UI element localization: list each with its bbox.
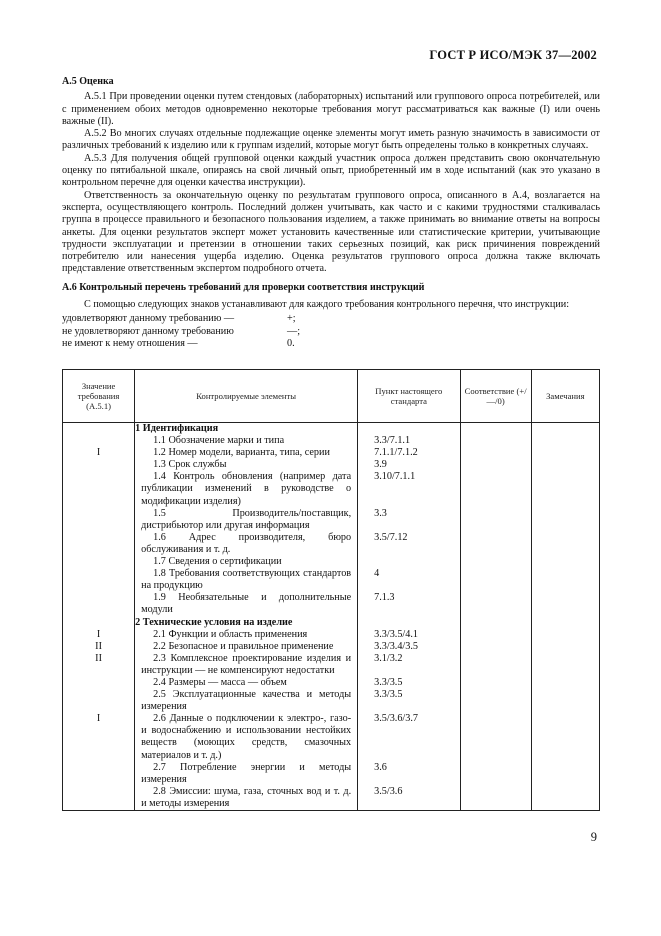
clause-cell: 3.3 bbox=[358, 508, 460, 532]
clause-cell: 3.3/3.5 bbox=[358, 689, 460, 713]
paragraph: А.5.2 Во многих случаях отдельные подлежащие оценке элементы могут иметь разную значимость в зависимости от различных требований к изделию или к группам изделий, которые могут быть определены только в конкретных случаях. bbox=[62, 128, 600, 152]
element-cell: 1.7 Сведения о сертификации bbox=[135, 556, 358, 568]
element-cell: 1.8 Требования соответствующих стандартов на продукцию bbox=[135, 568, 358, 592]
conformity-cell bbox=[460, 689, 531, 713]
clause-cell: 3.3/7.1.1 bbox=[358, 435, 460, 447]
conformity-cell bbox=[460, 556, 531, 568]
remarks-cell bbox=[531, 786, 599, 811]
importance-cell bbox=[63, 786, 135, 811]
col-header-importance: Значение требования (А.5.1) bbox=[63, 370, 135, 423]
table-row bbox=[63, 592, 600, 616]
remarks-cell bbox=[531, 556, 599, 568]
element-cell: 1.6 Адрес производителя, бюро обслуживания и т. д. bbox=[135, 532, 358, 556]
table-row bbox=[63, 568, 600, 592]
table-row bbox=[63, 532, 600, 556]
conformity-cell bbox=[460, 653, 531, 677]
paragraph: С помощью следующих знаков устанавливают для каждого требования контрольного перечня, что инструкции: bbox=[84, 299, 570, 311]
table-row bbox=[63, 556, 600, 568]
col-header-clause: Пункт настоящего стандарта bbox=[358, 370, 460, 423]
conformity-cell bbox=[460, 592, 531, 616]
importance-cell: I bbox=[63, 713, 135, 761]
importance-cell bbox=[63, 556, 135, 568]
checklist-table bbox=[62, 369, 600, 811]
importance-cell bbox=[63, 459, 135, 471]
remarks-cell bbox=[531, 447, 599, 459]
element-cell: 2.6 Данные о подключении к электро-, газо- и водоснабжению и использовании нестойких веществ (моющих средств, смазочных материалов и т. д.) bbox=[135, 713, 358, 761]
importance-cell bbox=[63, 762, 135, 786]
conformity-cell bbox=[460, 532, 531, 556]
importance-cell bbox=[63, 532, 135, 556]
importance-cell: I bbox=[63, 629, 135, 641]
clause-cell: 3.9 bbox=[358, 459, 460, 471]
legend-item: удовлетворяют данному требованию — +; bbox=[62, 313, 296, 325]
remarks-cell bbox=[531, 713, 599, 761]
table-row bbox=[63, 641, 600, 653]
col-header-elements: Контролируемые элементы bbox=[135, 370, 358, 423]
element-cell: 2.8 Эмиссии: шума, газа, сточных вод и т. д. и методы измерения bbox=[135, 786, 358, 811]
remarks-cell bbox=[531, 653, 599, 677]
importance-cell bbox=[63, 592, 135, 616]
conformity-cell bbox=[460, 713, 531, 761]
paragraph: Ответственность за окончательную оценку по результатам группового опроса, описанного в А.4, возлагается на эксперта, осуществляющего контроль. Последний должен учитывать, как часто и с какими трудностями сталкивалась группа в процессе правильного и безопасного пользования изделием, а также принимать во внимание ответы на вопросы анкеты. Для оценки результатов эксперт может установить качественные или статистические критерии, учитывающие трудности эксплуатации и претензии в отношении таких серьезных позиций, как риск причинения повреждений потребителю или нанесения ущерба изделию. Оценка результатов группового опроса должна также включать представление ответственным экспертом подробного отчета. bbox=[62, 189, 600, 275]
clause-cell: 3.3/3.5 bbox=[358, 677, 460, 689]
table-row bbox=[63, 677, 600, 689]
remarks-cell bbox=[531, 592, 599, 616]
section-title: 2 Технические условия на изделие bbox=[135, 617, 358, 629]
table-row bbox=[63, 435, 600, 447]
element-cell: 2.2 Безопасное и правильное применение bbox=[135, 641, 358, 653]
table-row bbox=[63, 629, 600, 641]
conformity-cell bbox=[460, 459, 531, 471]
remarks-cell bbox=[531, 762, 599, 786]
legend-item: не удовлетворяют данному требованию —; bbox=[62, 325, 301, 337]
symbol-legend bbox=[62, 313, 600, 350]
clause-cell: 3.5/7.12 bbox=[358, 532, 460, 556]
importance-cell bbox=[63, 677, 135, 689]
clause-cell: 3.5/3.6 bbox=[358, 786, 460, 811]
clause-cell: 7.1.1/7.1.2 bbox=[358, 447, 460, 459]
conformity-cell bbox=[460, 568, 531, 592]
element-cell: 1.9 Необязательные и дополнительные модули bbox=[135, 592, 358, 616]
clause-cell: 4 bbox=[358, 568, 460, 592]
table-row bbox=[63, 508, 600, 532]
importance-cell bbox=[63, 568, 135, 592]
remarks-cell bbox=[531, 641, 599, 653]
remarks-cell bbox=[531, 629, 599, 641]
section-row bbox=[63, 423, 600, 436]
importance-cell: II bbox=[63, 641, 135, 653]
running-header: ГОСТ Р ИСО/МЭК 37—2002 bbox=[429, 48, 597, 62]
conformity-cell bbox=[460, 786, 531, 811]
clause-cell: 3.1/3.2 bbox=[358, 653, 460, 677]
importance-cell bbox=[63, 689, 135, 713]
element-cell: 2.1 Функции и область применения bbox=[135, 629, 358, 641]
clause-cell: 3.10/7.1.1 bbox=[358, 471, 460, 507]
remarks-cell bbox=[531, 508, 599, 532]
clause-cell: 3.5/3.6/3.7 bbox=[358, 713, 460, 761]
conformity-cell bbox=[460, 508, 531, 532]
element-cell: 1.3 Срок службы bbox=[135, 459, 358, 471]
legend-item: не имеют к нему отношения — 0. bbox=[62, 337, 295, 349]
clause-cell bbox=[358, 556, 460, 568]
table-row bbox=[63, 459, 600, 471]
section-heading-a6: А.6 Контрольный перечень требований для проверки соответствия инструкций bbox=[62, 281, 425, 293]
table-header-row bbox=[63, 370, 600, 423]
table-row bbox=[63, 653, 600, 677]
conformity-cell bbox=[460, 762, 531, 786]
conformity-cell bbox=[460, 471, 531, 507]
importance-cell bbox=[63, 435, 135, 447]
element-cell: 2.5 Эксплуатационные качества и методы измерения bbox=[135, 689, 358, 713]
conformity-cell bbox=[460, 629, 531, 641]
remarks-cell bbox=[531, 689, 599, 713]
remarks-cell bbox=[531, 532, 599, 556]
paragraph: А.5.3 Для получения общей групповой оценки каждый участник опроса должен представить свою окончательную оценку по пятибальной шкале, опираясь на свой личный опыт, приобретенный им в ходе испытаний (как это указано в контрольном перечне для оценки качества инструкции). bbox=[62, 152, 600, 189]
table-row bbox=[63, 471, 600, 507]
importance-cell bbox=[63, 471, 135, 507]
conformity-cell bbox=[460, 447, 531, 459]
paragraph: А.5.1 При проведении оценки путем стендовых (лабораторных) испытаний или группового опроса потребителей, или с применением обоих методов одновременно некоторые требования могут рассматриваться как важные (I) или очень важные (II). bbox=[62, 91, 600, 127]
element-cell: 1.2 Номер модели, варианта, типа, серии bbox=[135, 447, 358, 459]
table-row bbox=[63, 447, 600, 459]
remarks-cell bbox=[531, 435, 599, 447]
element-cell: 1.1 Обозначение марки и типа bbox=[135, 435, 358, 447]
table-row bbox=[63, 713, 600, 761]
element-cell: 1.4 Контроль обновления (например дата публикации изменений в руководстве о модификации изделия) bbox=[135, 471, 358, 507]
clause-cell: 3.3/3.4/3.5 bbox=[358, 641, 460, 653]
clause-cell: 3.3/3.5/4.1 bbox=[358, 629, 460, 641]
page-number: 9 bbox=[590, 830, 597, 844]
clause-cell: 3.6 bbox=[358, 762, 460, 786]
remarks-cell bbox=[531, 677, 599, 689]
col-header-conformity: Соответствие (+/—/0) bbox=[460, 370, 531, 423]
element-cell: 2.3 Комплексное проектирование изделия и инструкции — не компенсируют недостатки bbox=[135, 653, 358, 677]
remarks-cell bbox=[531, 471, 599, 507]
clause-cell: 7.1.3 bbox=[358, 592, 460, 616]
element-cell: 2.7 Потребление энергии и методы измерения bbox=[135, 762, 358, 786]
conformity-cell bbox=[460, 677, 531, 689]
conformity-cell bbox=[460, 435, 531, 447]
table-row bbox=[63, 689, 600, 713]
remarks-cell bbox=[531, 459, 599, 471]
table-row bbox=[63, 786, 600, 811]
element-cell: 1.5 Производитель/поставщик, дистрибьютор или другая информация bbox=[135, 508, 358, 532]
table-row bbox=[63, 762, 600, 786]
section-row bbox=[63, 617, 600, 629]
importance-cell: I bbox=[63, 447, 135, 459]
importance-cell bbox=[63, 508, 135, 532]
importance-cell: II bbox=[63, 653, 135, 677]
section-title: 1 Идентификация bbox=[135, 423, 358, 436]
remarks-cell bbox=[531, 568, 599, 592]
conformity-cell bbox=[460, 641, 531, 653]
body-text bbox=[62, 76, 600, 350]
section-heading-a5: А.5 Оценка bbox=[62, 76, 114, 87]
col-header-remarks: Замечания bbox=[531, 370, 599, 423]
element-cell: 2.4 Размеры — масса — объем bbox=[135, 677, 358, 689]
